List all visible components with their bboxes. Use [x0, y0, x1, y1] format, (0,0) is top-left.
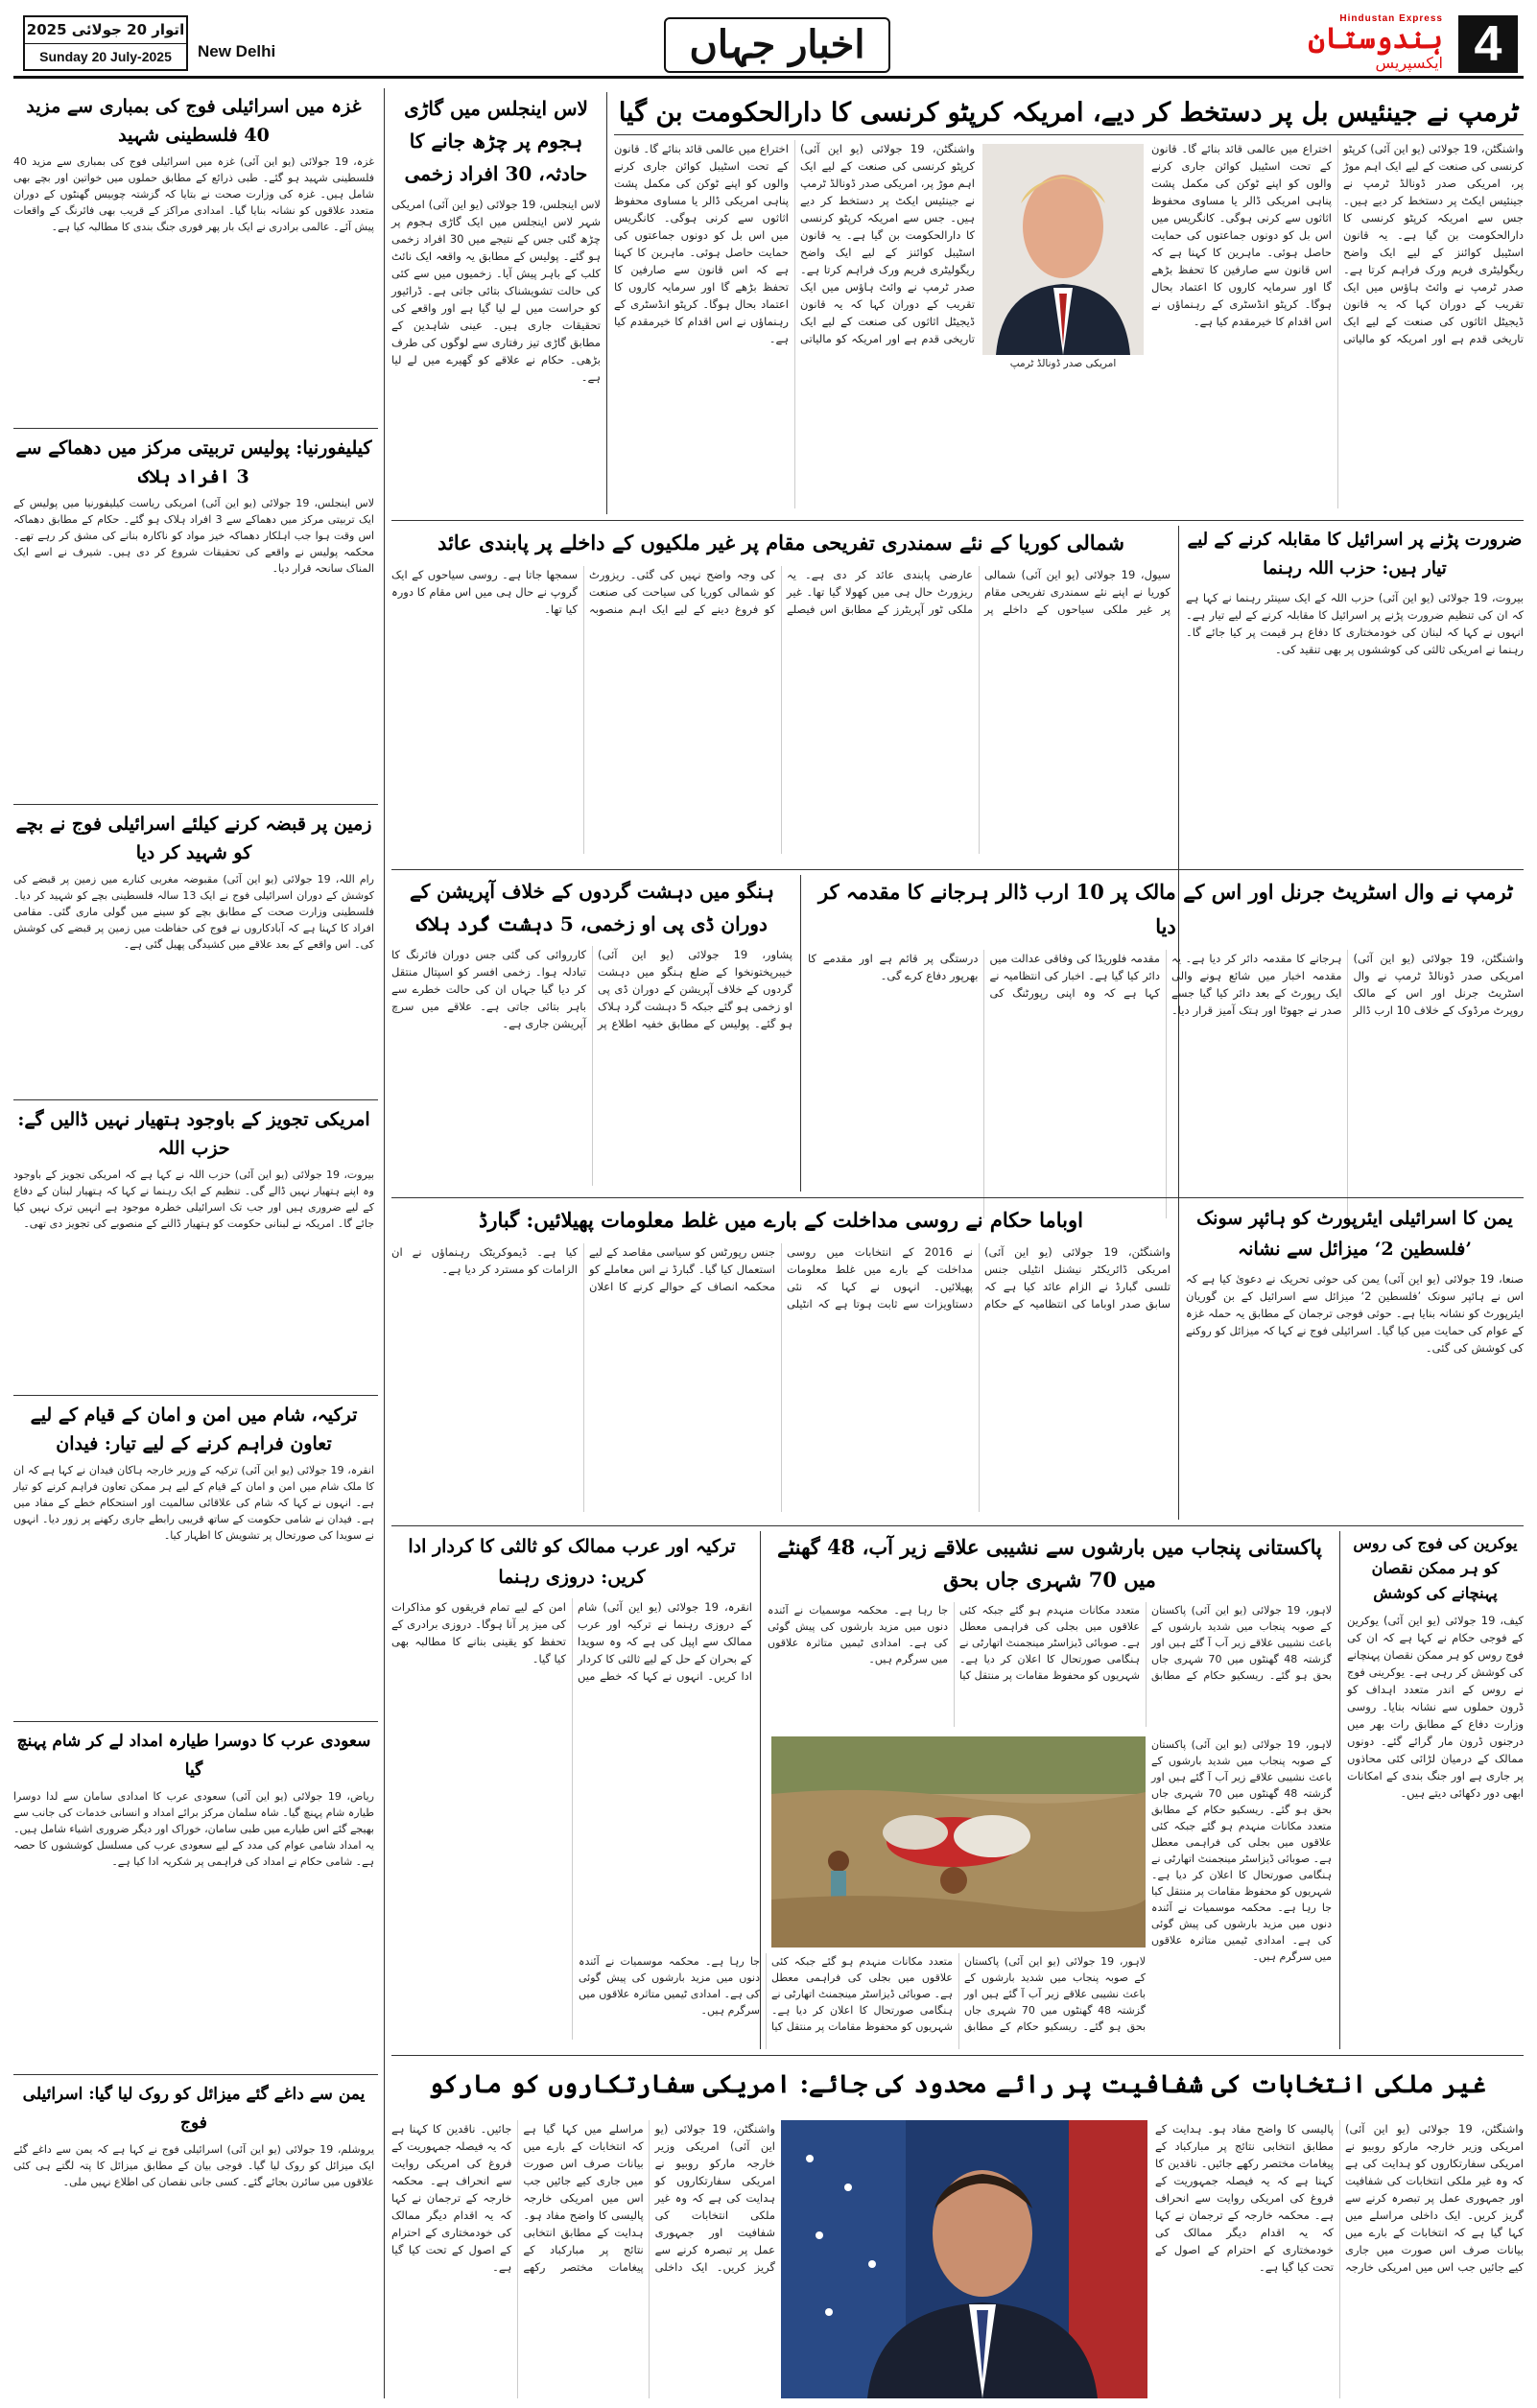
article-trump-wsj [808, 875, 1524, 1192]
article-body: رام اللہ، 19 جولائی (یو این آئی) مقبوضہ مغربی کنارے میں زمین پر قبضے کی کوشش کے دوران اسرائیلی فوج نے ایک 13 سالہ فلسطینی بچے کو شہید کر دیا۔ فلسطینی وزارت صحت کے مطابق بچے کو سینے میں گولی ماری گئی۔ مقامی افراد کا کہنا ہے کہ آبادکاروں نے فوج کی حفاظت میں زمین پر قبضے کی کوشش کی۔ اس واقعے کے بعد علاقے میں کشیدگی پھیل گئی ہے۔ [13, 873, 374, 951]
divider [13, 1721, 378, 1722]
article-body-continued-2: لاہور، 19 جولائی (یو این آئی) پاکستان کے صوبہ پنجاب میں شدید بارشوں کے باعث نشیبی علاقے زیر آب آ گئے ہیں اور گزشتہ 48 گھنٹوں میں 70 شہری جاں بحق ہو گئے۔ ریسکیو حکام کے مطابق متعدد مکانات منہدم ہو گئے جبکہ کئی علاقوں میں بجلی کی فراہمی معطل ہے۔ صوبائی ڈیزاسٹر مینجمنٹ اتھارٹی نے ہنگامی صورتحال کا اعلان کر دیا ہے۔ شہریوں کو محفوظ مقامات پر منتقل کیا جا رہا ہے۔ محکمہ موسمیات نے آئندہ دنوں میں مزید بارشوں کی پیش گوئی کی ہے۔ امدادی ٹیمیں متاثرہ علاقوں میں سرگرم ہیں۔ [579, 1955, 1146, 2033]
headline: کیلیفورنیا: پولیس تربیتی مرکز میں دھماکے سے 3 افراد ہلاک [15, 437, 372, 487]
column-divider [384, 88, 385, 2398]
article-body: غزہ، 19 جولائی (یو این آئی) غزہ میں اسرائیلی فوج کی بمباری سے مزید 40 فلسطینی شہید ہو گئے۔ طبی ذرائع کے مطابق حملوں میں خواتین اور بچے بھی شامل ہیں۔ غزہ کی وزارت صحت نے بتایا کہ گزشتہ چوبیس گھنٹوں کے دوران متعدد علاقوں کو نشانہ بنایا گیا۔ امدادی مراکز کے قریب بھی فائرنگ کے واقعات پیش آئے۔ عالمی برادری نے ایک بار پھر فوری جنگ بندی کا مطالبہ کیا ہے۔ [13, 155, 374, 233]
headline: شمالی کوریا کے نئے سمندری تفریحی مقام پر غیر ملکیوں کے داخلے پر پابندی عائد [437, 531, 1124, 555]
article-land-grab-child [13, 810, 374, 1094]
article-yemen-airport [1186, 1203, 1524, 1520]
article-hangu-operation [391, 875, 792, 1192]
divider [13, 428, 378, 429]
article-body: واشنگٹن، 19 جولائی (یو این آئی) امریکی ڈائریکٹر نیشنل انٹیلی جنس تلسی گبارڈ نے الزام عائد کیا ہے کہ سابق صدر اوباما کی انتظامیہ کے حکام نے 2016 کے انتخابات میں روسی مداخلت کے بارے میں غلط معلومات پھیلائیں۔ انہوں نے کہا کہ نئی دستاویزات سے ثابت ہوتا ہے کہ انٹیلی جنس رپورٹس کو سیاسی مقاصد کے لیے استعمال کیا گیا۔ گبارڈ نے اس معاملے کو محکمہ انصاف کے حوالے کرنے کا اعلان کیا ہے۔ ڈیموکریٹک رہنماؤں نے ان الزامات کو مسترد کر دیا ہے۔ [391, 1245, 1170, 1310]
headline: ہنگو میں دہشت گردوں کے خلاف آپریشن کے دوران ڈی پی او زخمی، 5 دہشت گرد ہلاک [409, 880, 775, 935]
headline: اوباما حکام نے روسی مداخلت کے بارے میں غلط معلومات پھیلائیں: گبارڈ [478, 1208, 1084, 1232]
article-body: پشاور، 19 جولائی (یو این آئی) خیبرپختونخوا کے ضلع ہنگو میں دہشت گردوں کے خلاف آپریشن کے دوران ڈی پی او زخمی ہو گئے جبکہ 5 دہشت گرد ہلاک ہو گئے۔ پولیس کے مطابق خفیہ اطلاع پر کارروائی کی گئی جس دوران فائرنگ کا تبادلہ ہوا۔ زخمی افسر کو اسپتال منتقل کر دیا گیا جہاں ان کی حالت خطرے سے باہر بتائی جاتی ہے۔ علاقے میں سرچ آپریشن جاری ہے۔ [391, 948, 792, 1030]
article-body: یروشلم، 19 جولائی (یو این آئی) اسرائیلی فوج نے کہا ہے کہ یمن سے داغے گئے ایک میزائل کو روک لیا گیا۔ فوجی بیان کے مطابق میزائل کا پتہ لگتے ہی کئی علاقوں میں سائرن بجائے گئے۔ کسی جانی نقصان کی اطلاع نہیں ملی۔ [13, 2143, 375, 2188]
article-body: لاہور، 19 جولائی (یو این آئی) پاکستان کے صوبہ پنجاب میں شدید بارشوں کے باعث نشیبی علاقے زیر آب آ گئے ہیں اور گزشتہ 48 گھنٹوں میں 70 شہری جاں بحق ہو گئے۔ ریسکیو حکام کے مطابق متعدد مکانات منہدم ہو گئے جبکہ کئی علاقوں میں بجلی کی فراہمی معطل ہے۔ صوبائی ڈیزاسٹر مینجمنٹ اتھارٹی نے ہنگامی صورتحال کا اعلان کر دیا ہے۔ شہریوں کو محفوظ مقامات پر منتقل کیا جا رہا ہے۔ محکمہ موسمیات نے آئندہ دنوں میں مزید بارشوں کی پیش گوئی کی ہے۔ امدادی ٹیمیں متاثرہ علاقوں میں سرگرم ہیں۔ [768, 1604, 1332, 1682]
column-divider [760, 1531, 761, 2049]
article-hezbollah-ready [1186, 526, 1524, 879]
article-body: سیول، 19 جولائی (یو این آئی) شمالی کوریا نے اپنے نئے سمندری تفریحی مقام پر غیر ملکی سیاحوں کے داخلے پر عارضی پابندی عائد کر دی ہے۔ یہ ریزورٹ حال ہی میں کھولا گیا تھا۔ غیر ملکی ٹور آپریٹرز کے مطابق اس فیصلے کی وجہ واضح نہیں کی گئی۔ ریزورٹ کو شمالی کوریا کی سیاحت کی صنعت کو فروغ دینے کے لیے ایک اہم منصوبہ سمجھا جاتا ہے۔ روسی سیاحوں کے ایک گروپ نے حال ہی میں اس مقام کا دورہ کیا تھا۔ [391, 568, 1170, 616]
article-body: بیروت، 19 جولائی (یو این آئی) حزب اللہ کے ایک سینئر رہنما نے کہا ہے کہ ان کی تنظیم ضرورت پڑنے پر اسرائیل کا مقابلہ کرنے کے لیے تیار ہے۔ انہوں نے کہا کہ لبنان کی خودمختاری کا دفاع ہر قیمت پر کیا جائے گا۔ رہنما نے امریکی ثالثی کی کوششوں پر بھی تنقید کی۔ [1186, 591, 1524, 656]
article-ukraine-russia [1347, 1531, 1524, 2049]
city-label: New Delhi [198, 42, 276, 60]
article-yemen-missile [13, 2080, 374, 2396]
article-turkey-arab-druze [391, 1531, 752, 2049]
divider [391, 869, 1524, 870]
divider [13, 1099, 378, 1100]
flood-photo-icon [771, 1736, 1146, 1948]
article-body: ریاض، 19 جولائی (یو این آئی) سعودی عرب کا امدادی سامان سے لدا دوسرا طیارہ شام پہنچ گیا۔ شاہ سلمان مرکز برائے امداد و انسانی خدمات کی جانب سے بھیجے گئے اس طیارے میں طبی سامان، خوراک اور دیگر ضروری اشیاء شامل ہیں۔ یہ امداد شامی عوام کی مدد کے لیے سعودی عرب کی مسلسل کوششوں کا حصہ ہے۔ شامی حکام نے امداد کی فراہمی پر شکریہ ادا کیا ہے۔ [12, 1790, 374, 1868]
column-divider [800, 875, 801, 1192]
divider [391, 520, 1524, 521]
date-english: Sunday 20 July-2025 [39, 49, 172, 64]
headline: سعودی عرب کا دوسرا طیارہ امداد لے کر شام پہنچ گیا [16, 1732, 371, 1780]
flood-photo [771, 1736, 1146, 1948]
date-urdu: اتوار 20 جولائی 2025 [25, 17, 186, 44]
article-hezbollah-proposal [13, 1105, 374, 1389]
article-body: لاس اینجلس، 19 جولائی (یو این آئی) امریکی شہر لاس اینجلس میں ایک گاڑی ہجوم پر چڑھ گئی جس کے نتیجے میں 30 افراد زخمی ہو گئے۔ پولیس کے مطابق یہ واقعہ ایک نائٹ کلب کے باہر پیش آیا۔ زخمیوں میں سے کئی کی حالت تشویشناک بتائی جاتی ہے۔ ڈرائیور کو حراست میں لے لیا گیا ہے اور واقعے کی تحقیقات جاری ہیں۔ عینی شاہدین کے مطابق گاڑی تیز رفتاری سے لوگوں کی طرف بڑھی۔ حکام نے علاقے کو گھیرے میں لے لیا ہے۔ [391, 198, 601, 384]
newspaper-logo [1232, 13, 1443, 75]
headline: غیر ملکی انتخابات کی شفافیت پر رائے محدود کی جائے: امریکی سفارتکاروں کو مارکو [428, 2070, 1487, 2099]
headline: ٹرمپ نے جینئیس بل پر دستخط کر دیے، امریکہ کرپٹو کرنسی کا دارالحکومت بن گیا [614, 92, 1524, 135]
headline: زمین پر قبضہ کرنے کیلئے اسرائیلی فوج نے بچے کو شہید کر دیا [15, 814, 372, 863]
headline: ٹرمپ نے وال اسٹریٹ جرنل اور اس کے مالک پر 10 ارب ڈالر ہرجانے کا مقدمہ کر دیا [818, 880, 1513, 938]
article-rubio-elections [391, 2061, 1524, 2114]
headline: لاس اینجلس میں گاڑی ہجوم پر چڑھ جانے کا حادثہ، 30 افراد زخمی [404, 97, 588, 185]
masthead [13, 10, 1524, 79]
headline: ضرورت پڑنے پر اسرائیل کا مقابلہ کرنے کے لیے تیار ہیں: حزب اللہ رہنما [1187, 530, 1523, 578]
headline: غزہ میں اسرائیلی فوج کی بمباری سے مزید 40 فلسطینی شہید [26, 96, 362, 146]
logo-english: Hindustan Express [1339, 13, 1443, 24]
logo-urdu: ہندوستان [1308, 22, 1443, 56]
article-body: کیف، 19 جولائی (یو این آئی) یوکرین کے فوجی حکام نے کہا ہے کہ ان کی فوج روس کو ہر ممکن نقصان پہنچانے کی کوشش کر رہی ہے۔ یوکرینی فوج نے روس کے اندر متعدد اہداف کو ڈرون حملوں سے نشانہ بنایا۔ روسی وزارت دفاع کے مطابق رات بھر میں درجنوں ڈرون مار گرائے گئے۔ دونوں ممالک کے درمیان لڑائی کئی محاذوں پر جاری ہے اور جنگ بندی کے امکانات ابھی دور دکھائی دیتے ہیں۔ [1347, 1614, 1524, 1800]
divider [13, 2074, 378, 2075]
portrait-photo-icon [781, 2120, 1147, 2398]
column-divider [1339, 1531, 1340, 2049]
headline: ترکیہ اور عرب ممالک کو ثالثی کا کردار ادا کریں: دروزی رہنما [408, 1536, 736, 1588]
article-turkey-syria [13, 1401, 374, 1715]
headline: امریکی تجویز کے باوجود ہتھیار نہیں ڈالیں گے: حزب اللہ [17, 1109, 370, 1159]
headline: ترکیہ، شام میں امن و امان کے قیام کے لیے تعاون فراہم کرنے کے لیے تیار: فیدان [30, 1405, 358, 1454]
headline: یمن کا اسرائیلی ایئرپورٹ کو ہائپر سونک ’فلسطین 2‘ میزائل سے نشانہ [1196, 1208, 1513, 1260]
page-number: 4 [1458, 15, 1518, 73]
portrait-photo-icon [982, 144, 1144, 355]
trump-photo [982, 144, 1144, 355]
article-obama-russia [391, 1203, 1170, 1520]
photo-caption: امریکی صدر ڈونالڈ ٹرمپ [1009, 358, 1117, 369]
column-divider [606, 92, 607, 514]
divider [391, 1197, 1524, 1198]
article-body-continued: واشنگٹن، 19 جولائی (یو این آئی) امریکی وزیر خارجہ مارکو روبیو نے امریکی سفارتکاروں کو ہدایت کی ہے کہ وہ غیر ملکی انتخابات کی شفافیت اور جمہوری عمل پر تبصرہ کرنے سے گریز کریں۔ ایک داخلی مراسلے میں کہا گیا ہے کہ انتخابات کے بارے میں بیانات صرف اس صورت میں جاری کیے جائیں جب اس میں امریکی خارجہ پالیسی کا واضح مفاد ہو۔ ہدایت کے مطابق انتخابی نتائج پر مبارکباد کے پیغامات مختصر رکھے جائیں۔ ناقدین کا کہنا ہے کہ یہ فیصلہ جمہوریت کے فروغ کی امریکی روایت سے انحراف ہے۔ محکمہ خارجہ کے ترجمان نے کہا کہ یہ اقدام دیگر ممالک کی خودمختاری کے احترام کے اصول کے تحت کیا گیا ہے۔ [1155, 2122, 1525, 2274]
headline: پاکستانی پنجاب میں بارشوں سے نشیبی علاقے زیر آب، 48 گھنٹے میں 70 شہری جاں بحق [777, 1535, 1322, 1592]
column-divider [1178, 1203, 1179, 1520]
article-saudi-aid [13, 1727, 374, 2068]
article-body: انقرہ، 19 جولائی (یو این آئی) ترکیہ کے وزیر خارجہ ہاکان فیدان نے کہا ہے کہ ان کا ملک شام میں امن و امان کے قیام کے لیے ہر ممکن تعاون فراہم کرنے کو تیار ہے۔ انہوں نے کہا کہ شام کی علاقائی سالمیت اور استحکام خطے کے مفاد میں ہے۔ فیدان نے شامی حکومت کے ساتھ قریبی رابطے جاری رکھنے پر زور دیا۔ انہوں نے سویدا کی صورتحال پر تشویش کا اظہار کیا۔ [13, 1464, 374, 1542]
divider [13, 1395, 378, 1396]
section-title: اخبار جہاں [664, 17, 890, 73]
article-california-training [13, 434, 374, 798]
article-body: لاس اینجلس، 19 جولائی (یو این آئی) امریکی ریاست کیلیفورنیا میں پولیس کے ایک تربیتی مرکز میں دھماکے سے 3 افراد ہلاک ہو گئے۔ حکام کے مطابق دھماکہ اس وقت ہوا جب اہلکار دھماکہ خیز مواد کو ناکارہ بنانے کی مشق کر رہے تھے۔ محکمہ پولیس نے واقعے کی تحقیقات شروع کر دی ہیں۔ شیرف نے اسے ایک المناک سانحہ قرار دیا۔ [13, 497, 375, 575]
article-body: واشنگٹن، 19 جولائی (یو این آئی) امریکی صدر ڈونالڈ ٹرمپ نے وال اسٹریٹ جرنل اور اس کے مالک روپرٹ مرڈوک کے خلاف 10 ارب ڈالر ہرجانے کا مقدمہ دائر کر دیا ہے۔ یہ مقدمہ اخبار میں شائع ہونے والی ایک رپورٹ کے بعد دائر کیا گیا جسے صدر نے جھوٹا اور ہتک آمیز قرار دیا۔ مقدمہ فلوریڈا کی وفاقی عدالت میں دائر کیا گیا ہے۔ اخبار کی انتظامیہ نے کہا ہے کہ وہ اپنی رپورٹنگ کی درستگی پر قائم ہے اور مقدمے کا بھرپور دفاع کرے گی۔ [808, 952, 1525, 1017]
article-north-korea [391, 526, 1170, 863]
divider [391, 1525, 1524, 1526]
article-body-continued: واشنگٹن، 19 جولائی (یو این آئی) کرپٹو کرنسی کی صنعت کے لیے ایک اہم موڑ پر، امریکی صدر ڈونالڈ ٹرمپ نے جینئیس ایکٹ پر دستخط کر دیے ہیں۔ جس سے امریکہ کرپٹو کرنسی کا دارالحکومت بن گیا ہے۔ یہ قانون اسٹیبل کوائنز کے لیے ایک واضح ریگولیٹری فریم ورک فراہم کرتا ہے۔ صدر ٹرمپ نے وائٹ ہاؤس میں ایک تقریب کے دوران کہا کہ یہ قانون ڈیجیٹل اثاثوں کی صنعت کے لیے ایک تاریخی قدم ہے اور امریکہ کو مالیاتی اختراع میں عالمی قائد بنائے گا۔ قانون کے تحت اسٹیبل کوائن جاری کرنے والوں کو اپنے ٹوکن کی مکمل پشت پناہی امریکی ڈالر یا مساوی محفوظ اثاثوں سے کرنی ہوگی۔ کانگریس میں اس بل کو دونوں جماعتوں کی حمایت حاصل ہوئی۔ ماہرین کا کہنا ہے کہ اس قانون سے صارفین کا تحفظ بڑھے گا اور سرمایہ کاروں کا اعتماد بحال ہوگا۔ کرپٹو انڈسٹری کے رہنماؤں نے اس اقدام کا خیرمقدم کیا ہے۔ [1151, 142, 1524, 345]
article-body: واشنگٹن، 19 جولائی (یو این آئی) امریکی وزیر خارجہ مارکو روبیو نے امریکی سفارتکاروں کو ہدایت کی ہے کہ وہ غیر ملکی انتخابات کی شفافیت اور جمہوری عمل پر تبصرہ کرنے سے گریز کریں۔ ایک داخلی مراسلے میں کہا گیا ہے کہ انتخابات کے بارے میں بیانات صرف اس صورت میں جاری کیے جائیں جب اس میں امریکی خارجہ پالیسی کا واضح مفاد ہو۔ ہدایت کے مطابق انتخابی نتائج پر مبارکباد کے پیغامات مختصر رکھے جائیں۔ ناقدین کا کہنا ہے کہ یہ فیصلہ جمہوریت کے فروغ کی امریکی روایت سے انحراف ہے۔ محکمہ خارجہ کے ترجمان نے کہا کہ یہ اقدام دیگر ممالک کی خودمختاری کے احترام کے اصول کے تحت کیا گیا ہے۔ [391, 2122, 775, 2274]
article-gaza-strikes [13, 92, 374, 422]
article-body: بیروت، 19 جولائی (یو این آئی) حزب اللہ نے کہا ہے کہ امریکی تجویز کے باوجود وہ اپنے ہتھیار نہیں ڈالے گی۔ تنظیم کے ایک رہنما نے کہا کہ ہتھیار لبنان کے دفاع کے لیے ضروری ہیں اور جب تک اسرائیلی خطرہ موجود ہے انہیں ترک نہیں کیا جائے گا۔ امریکہ نے لبنانی حکومت کو ہتھیار ڈالنے کے منصوبے کی تجویز دی تھی۔ [13, 1169, 374, 1230]
article-body: انقرہ، 19 جولائی (یو این آئی) شام کے دروزی رہنما نے ترکیہ اور عرب ممالک سے اپیل کی ہے کہ وہ سویدا کے بحران کے حل کے لیے ثالثی کا کردار ادا کریں۔ انہوں نے کہا کہ خطے میں امن کے لیے تمام فریقوں کو مذاکرات کی میز پر آنا ہوگا۔ دروزی برادری کے تحفظ کو یقینی بنانے کا مطالبہ بھی کیا گیا۔ [391, 1600, 752, 1683]
article-body: صنعا، 19 جولائی (یو این آئی) یمن کی حوثی تحریک نے دعویٰ کیا ہے کہ اس نے ہائپر سونک ’فلسطین 2‘ میزائل سے اسرائیل کے بن گوریان ایئرپورٹ کو نشانہ بنایا ہے۔ حوثی فوجی ترجمان کے مطابق یہ حملہ غزہ کے عوام کی حمایت میں کیا گیا۔ اسرائیلی فوج نے کہا کہ میزائل کو روکنے کی کوشش کی گئی۔ [1186, 1272, 1524, 1355]
logo-urdu-sub: ایکسپریس [1375, 54, 1443, 72]
article-body-continued: لاہور، 19 جولائی (یو این آئی) پاکستان کے صوبہ پنجاب میں شدید بارشوں کے باعث نشیبی علاقے زیر آب آ گئے ہیں اور گزشتہ 48 گھنٹوں میں 70 شہری جاں بحق ہو گئے۔ ریسکیو حکام کے مطابق متعدد مکانات منہدم ہو گئے جبکہ کئی علاقوں میں بجلی کی فراہمی معطل ہے۔ صوبائی ڈیزاسٹر مینجمنٹ اتھارٹی نے ہنگامی صورتحال کا اعلان کر دیا ہے۔ شہریوں کو محفوظ مقامات پر منتقل کیا جا رہا ہے۔ محکمہ موسمیات نے آئندہ دنوں میں مزید بارشوں کی پیش گوئی کی ہے۔ امدادی ٹیمیں متاثرہ علاقوں میں سرگرم ہیں۔ [1151, 1738, 1332, 1963]
date-box [23, 15, 188, 71]
divider [13, 804, 378, 805]
headline: یمن سے داغے گئے میزائل کو روک لیا گیا: اسرائیلی فوج [22, 2085, 366, 2133]
headline: یوکرین کی فوج کی روس کو ہر ممکن نقصان پہنچانے کی کوشش [1353, 1534, 1518, 1602]
rubio-photo [781, 2120, 1147, 2398]
article-body: واشنگٹن، 19 جولائی (یو این آئی) کرپٹو کرنسی کی صنعت کے لیے ایک اہم موڑ پر، امریکی صدر ڈونالڈ ٹرمپ نے جینئیس ایکٹ پر دستخط کر دیے ہیں۔ جس سے امریکہ کرپٹو کرنسی کا دارالحکومت بن گیا ہے۔ یہ قانون اسٹیبل کوائنز کے لیے ایک واضح ریگولیٹری فریم ورک فراہم کرتا ہے۔ صدر ٹرمپ نے وائٹ ہاؤس میں ایک تقریب کے دوران کہا کہ یہ قانون ڈیجیٹل اثاثوں کی صنعت کے لیے ایک تاریخی قدم ہے اور امریکہ کو مالیاتی اختراع میں عالمی قائد بنائے گا۔ قانون کے تحت اسٹیبل کوائن جاری کرنے والوں کو اپنے ٹوکن کی مکمل پشت پناہی امریکی ڈالر یا مساوی محفوظ اثاثوں سے کرنی ہوگی۔ کانگریس میں اس بل کو دونوں جماعتوں کی حمایت حاصل ہوئی۔ ماہرین کا کہنا ہے کہ اس قانون سے صارفین کا تحفظ بڑھے گا اور سرمایہ کاروں کا اعتماد بحال ہوگا۔ کرپٹو انڈسٹری کے رہنماؤں نے اس اقدام کا خیرمقدم کیا ہے۔ [614, 142, 976, 345]
divider [391, 2055, 1524, 2056]
article-la-accident [391, 92, 601, 514]
